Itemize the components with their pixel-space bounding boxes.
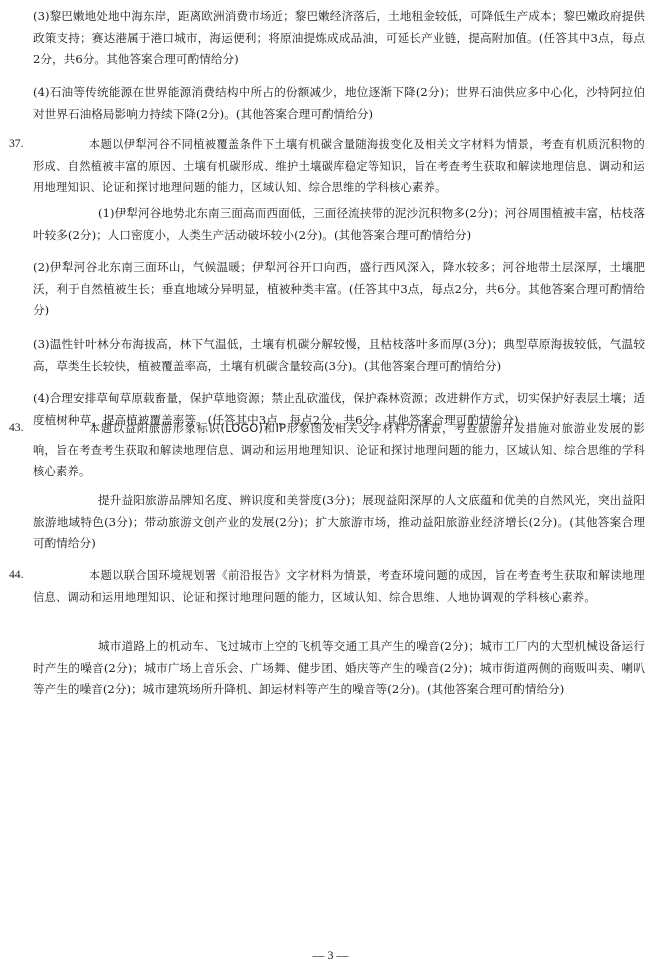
q44-number: 44. [9,568,24,581]
q43-intro [33,418,645,483]
q36-answer-4: (4)石油等传统能源在世界能源消费结构中所占的份额减少，地位逐渐下降(2分)；世界石油供应多中心化，沙特阿拉伯对世界石油格局影响力持续下降(2分)。(其他答案合理可酌情给分) [33,85,645,121]
q43-answer: 提升益阳旅游品牌知名度、辨识度和美誉度(3分)；展现益阳深厚的人文底蕴和优美的自然风光，突出益阳旅游地域特色(3分)；带动旅游文创产业的发展(2分)；扩大旅游市场，推动益阳旅游业经济增长(2分)。(其他答案合理可酌情给分) [33,493,645,551]
q44-answer: 城市道路上的机动车、飞过城市上空的飞机等交通工具产生的噪音(2分)；城市工厂内的大型机械设备运行时产生的噪音(2分)；城市广场上音乐会、广场舞、健步团、婚庆等产生的噪音(2分)；城市街道两侧的商贩叫卖、喇叭等产生的噪音(2分)；城市建筑场所升降机、卸运材料等产生的噪音等(2分)。(其他答案合理可酌情给分) [33,639,645,697]
q44-intro [33,565,645,608]
q37-answer-4: (4)合理安排草甸草原载畜量，保护草地资源；禁止乱砍滥伐，保护森林资源；改进耕作方式，切实保护好表层土壤；适度植树种草，提高植被覆盖率等。(任答其中3点，每点2分，共6分。其他答案合理可酌情给分) [33,391,645,427]
q36-answer-3: (3)黎巴嫩地处地中海东岸，距离欧洲消费市场近；黎巴嫩经济落后，土地租金较低，可降低生产成本；黎巴嫩政府提供政策支持；赛达港属于港口城市，海运便利；将原油提炼成成品油，可延长产业链，提高附加值。(任答其中3点，每点2分，共6分。其他答案合理可酌情给分) [33,9,645,67]
q37-answer-1: (1)伊犁河谷地势北东南三面高而西面低，三面径流挟带的泥沙沉积物多(2分)；河谷周围植被丰富，枯枝落叶较多(2分)；人口密度小，人类生产活动破坏较小(2分)。(其他答案合理可酌情给分) [33,206,645,242]
q44-intro-text: 本题以联合国环境规划署《前沿报告》文字材料为情景，考查环境问题的成因，旨在考查考生获取和解读地理信息、调动和运用地理知识、论证和探讨地理问题的能力，区域认知、综合思维、人地协调观的学科核心素养。 [33,569,645,604]
q37-answer-3: (3)温性针叶林分布海拔高，林下气温低，土壤有机碳分解较慢，且枯枝落叶多而厚(3分)；典型草原海拔较低，气温较高，草类生长较快，植被覆盖率高，土壤有机碳含量较高(3分)。(其他答案合理可酌情给分) [33,337,645,373]
q37-answer-2: (2)伊犁河谷北东南三面环山，气候温暖；伊犁河谷开口向西，盛行西风深入，降水较多；河谷地带土层深厚，土壤肥沃，利于自然植被生长；垂直地域分异明显，植被种类丰富。(任答其中3点，每点2分，共6分。其他答案合理可酌情给分) [33,260,645,318]
q37-number: 37. [9,137,24,150]
page-number: — 3 — [312,948,349,962]
q43-intro-text: 本题以益阳旅游形象标识(LOGO)和IP形象图及相关文字材料为情景，考查旅游开发措施对旅游业发展的影响，旨在考查考生获取和解读地理信息、调动和运用地理知识、论证和探讨地理问题的能力，区域认知、综合思维的学科核心素养。 [33,422,645,479]
q37-intro [33,134,645,199]
q37-intro-text: 本题以伊犁河谷不同植被覆盖条件下土壤有机碳含量随海拔变化及相关文字材料为情景，考查有机质沉积物的形成、自然植被丰富的原因、土壤有机碳形成、维护土壤碳库稳定等知识，旨在考查考生获取和解读地理信息、调动和运用地理知识、论证和探讨地理问题的能力，区域认知、综合思维的学科核心素养。 [33,138,645,195]
q43-number: 43. [9,421,24,434]
